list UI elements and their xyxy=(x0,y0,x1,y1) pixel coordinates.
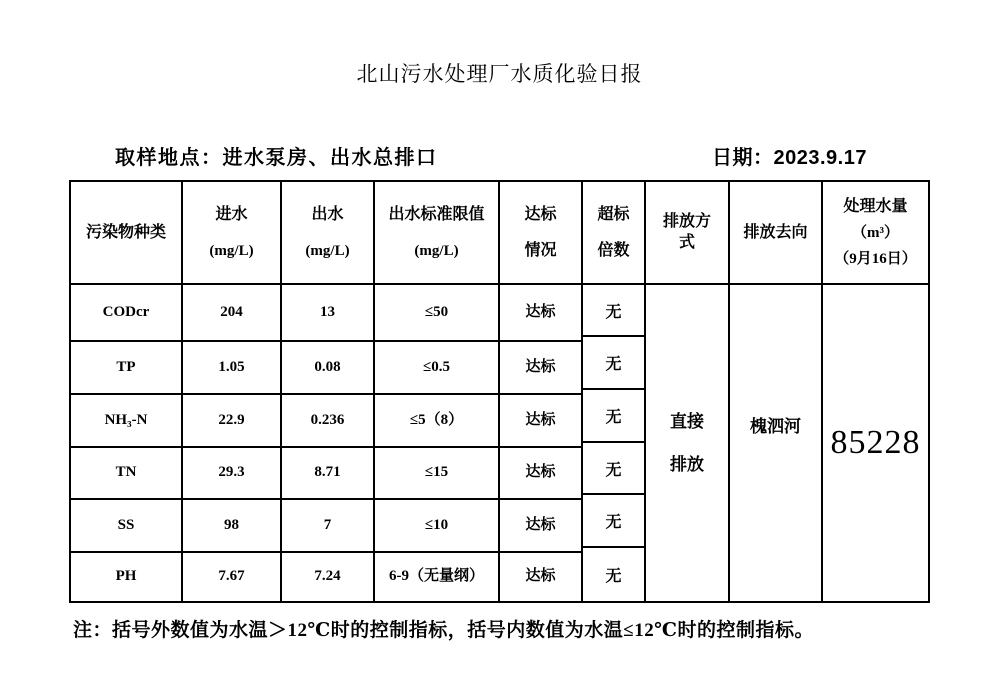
column-header-exceed xyxy=(583,182,646,285)
table-cell-inflow: 98 xyxy=(183,500,282,553)
column-header-status xyxy=(500,182,583,285)
table-cell-outflow: 0.08 xyxy=(282,342,375,395)
discharge-mode-cell xyxy=(646,285,730,601)
column-header-discharge-mode xyxy=(646,182,730,285)
header-date: （9月16日） xyxy=(834,250,917,267)
table-cell-pollutant: PH xyxy=(71,553,183,601)
treated-volume-cell xyxy=(823,285,928,601)
header-text: 式 xyxy=(678,233,695,251)
table-cell-limit: ≤5（8） xyxy=(375,395,500,448)
table-cell-inflow: 1.05 xyxy=(183,342,282,395)
discharge-mode-text: 排放 xyxy=(670,455,704,474)
header-text: 污染物种类 xyxy=(85,223,166,241)
footnote-text: 注：括号外数值为水温＞12℃时的控制指标，括号内数值为水温≤12℃时的控制指标。 xyxy=(73,620,814,641)
discharge-destination-cell xyxy=(730,285,823,601)
header-text: 处理水量 xyxy=(843,197,908,215)
table-cell-status: 达标 xyxy=(500,553,583,601)
page-title: 北山污水处理厂水质化验日报 xyxy=(356,62,643,86)
table-cell-status: 达标 xyxy=(500,342,583,395)
table-cell-inflow: 22.9 xyxy=(183,395,282,448)
header-text: 倍数 xyxy=(597,241,630,259)
header-text: 排放去向 xyxy=(743,223,808,241)
table-cell-pollutant: SS xyxy=(71,500,183,553)
column-header-pollutant xyxy=(71,182,183,285)
header-text: 情况 xyxy=(524,241,557,259)
table-cell-inflow: 29.3 xyxy=(183,448,282,500)
table-cell-pollutant: TN xyxy=(71,448,183,500)
header-text: 进水 xyxy=(215,205,248,223)
table-cell-limit: ≤0.5 xyxy=(375,342,500,395)
table-cell-limit: ≤50 xyxy=(375,285,500,342)
table-cell-status: 达标 xyxy=(500,285,583,342)
header-unit: (mg/L) xyxy=(209,242,254,259)
table-cell-pollutant: TP xyxy=(71,342,183,395)
header-text: 出水标准限值 xyxy=(388,205,485,223)
table-cell: 无 xyxy=(583,337,644,390)
header-text: 出水 xyxy=(311,205,344,223)
header-text: 达标 xyxy=(524,205,557,223)
report-date-label: 日期：2023.9.17 xyxy=(712,147,867,169)
header-text: 超标 xyxy=(597,205,630,223)
table-cell-inflow: 7.67 xyxy=(183,553,282,601)
volume-value: 85228 xyxy=(830,423,921,461)
table-cell-pollutant: NH₃-N xyxy=(71,395,183,448)
table-cell-limit: ≤15 xyxy=(375,448,500,500)
table-cell-status: 达标 xyxy=(500,448,583,500)
header-unit: (mg/L) xyxy=(305,242,350,259)
table-cell-status: 达标 xyxy=(500,395,583,448)
table-cell: 无 xyxy=(583,390,644,443)
table-cell-limit: ≤10 xyxy=(375,500,500,553)
sampling-location-label: 取样地点：进水泵房、出水总排口 xyxy=(115,147,438,169)
header-text: 排放方 xyxy=(662,212,711,230)
exceed-ratio-column xyxy=(583,285,646,601)
table-cell: 无 xyxy=(583,285,644,337)
destination-text: 槐泗河 xyxy=(750,416,801,436)
table-cell-outflow: 8.71 xyxy=(282,448,375,500)
table-cell-pollutant: CODcr xyxy=(71,285,183,342)
table-cell: 无 xyxy=(605,568,622,585)
table-cell-inflow: 204 xyxy=(183,285,282,342)
table-cell-outflow: 7 xyxy=(282,500,375,553)
table-cell-limit: 6-9（无量纲） xyxy=(375,553,500,601)
header-unit: (mg/L) xyxy=(414,242,459,259)
water-quality-table xyxy=(69,180,930,603)
table-cell: 无 xyxy=(583,495,644,548)
column-header-limit xyxy=(375,182,500,285)
column-header-destination xyxy=(730,182,823,285)
column-header-outflow xyxy=(282,182,375,285)
table-cell-outflow: 13 xyxy=(282,285,375,342)
header-unit: （m³） xyxy=(852,224,899,241)
table-cell-outflow: 0.236 xyxy=(282,395,375,448)
table-cell: 无 xyxy=(583,443,644,495)
table-cell-outflow: 7.24 xyxy=(282,553,375,601)
table-cell-status: 达标 xyxy=(500,500,583,553)
column-header-inflow xyxy=(183,182,282,285)
discharge-mode-text: 直接 xyxy=(670,412,704,431)
column-header-volume xyxy=(823,182,928,285)
